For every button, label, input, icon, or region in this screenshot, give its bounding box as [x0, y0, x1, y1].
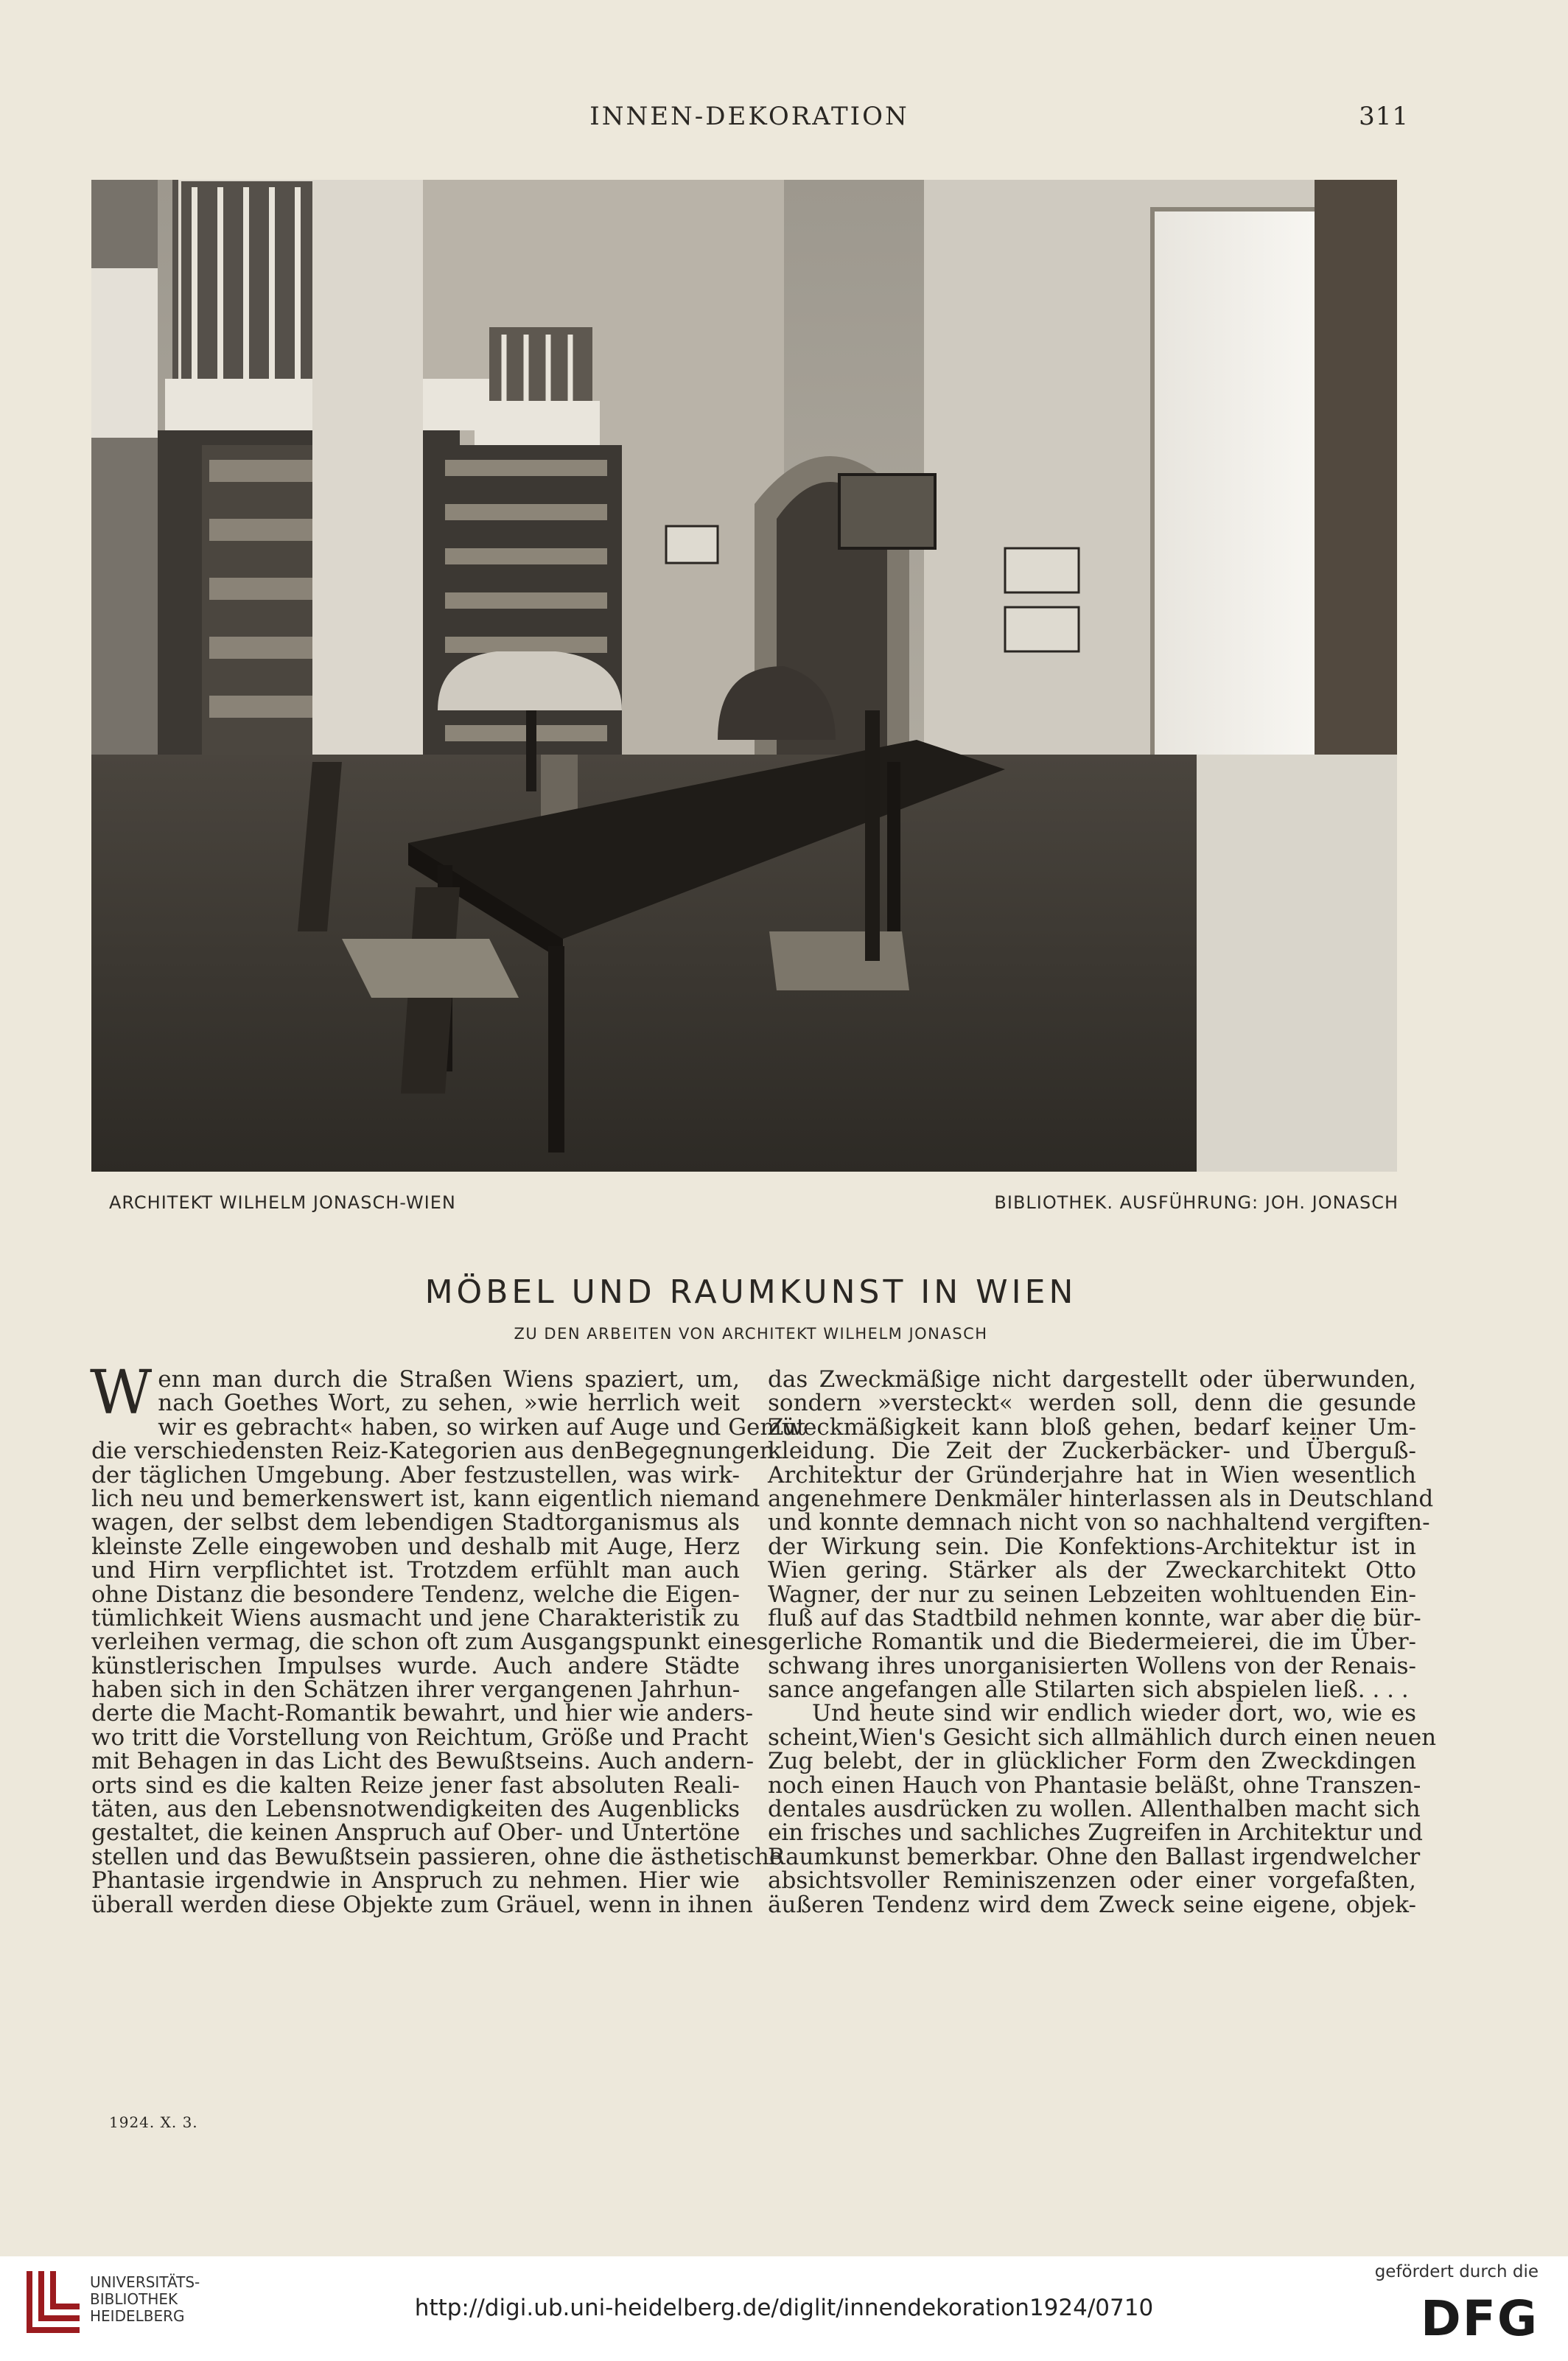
text-line: der Wirkung sein. Die Konfektions-Architektur ist in: [768, 1533, 1416, 1560]
text-line: Phantasie irgendwie in Anspruch zu nehmen. Hier wie: [91, 1867, 740, 1895]
text-line: sondern »versteckt« werden soll, denn die gesunde: [768, 1390, 1416, 1417]
text-line: wagen, der selbst dem lebendigen Stadtorganismus als: [91, 1509, 740, 1536]
text-line: sance angefangen alle Stilarten sich abspielen ließ. . . .: [768, 1676, 1409, 1704]
text-line: ohne Distanz die besondere Tendenz, welche die Eigen-: [91, 1581, 740, 1608]
text-line: enn man durch die Straßen Wiens spaziert, um,: [158, 1366, 740, 1393]
library-name-line: BIBLIOTHEK: [90, 2290, 178, 2308]
text-line: gerliche Romantik und die Biedermeierei, die im Über-: [768, 1629, 1416, 1656]
text-line: Zweckmäßigkeit kann bloß gehen, bedarf keiner Um-: [768, 1413, 1416, 1441]
text-line: und Hirn verpflichtet ist. Trotzdem erfühlt man auch: [91, 1557, 740, 1584]
text-line: fluß auf das Stadtbild nehmen konnte, war aber die bür-: [768, 1604, 1421, 1631]
text-line: noch einen Hauch von Phantasie beläßt, ohne Transzen-: [768, 1771, 1421, 1799]
running-head: INNEN-DEKORATION: [589, 102, 909, 131]
text-line: mit Behagen in das Licht des Bewußtseins. Auch andern-: [91, 1748, 755, 1775]
text-line: Und heute sind wir endlich wieder dort, wo, wie es: [812, 1700, 1416, 1727]
library-interior-image: [91, 180, 1397, 1172]
article-subtitle: ZU DEN ARBEITEN VON ARCHITEKT WILHELM JONASCH: [514, 1325, 988, 1343]
text-line: künstlerischen Impulses wurde. Auch andere Städte: [91, 1652, 740, 1679]
funding-label: gefördert durch die: [1374, 2262, 1539, 2281]
text-line: Zug belebt, der in glücklicher Form den Zweckdingen: [768, 1748, 1416, 1775]
text-line: absichtsvoller Reminiszenzen oder einer vorgefaßten,: [768, 1867, 1416, 1895]
page-header: [90, 102, 1409, 146]
text-line: scheint,Wien's Gesicht sich allmählich durch einen neuen: [768, 1724, 1437, 1751]
library-name-line: UNIVERSITÄTS-: [90, 2273, 200, 2291]
caption-room: BIBLIOTHEK. AUSFÜHRUNG: JOH. JONASCH: [994, 1192, 1399, 1213]
text-line: tümlichkeit Wiens ausmacht und jene Charakteristik zu: [91, 1604, 740, 1631]
text-line: schwang ihres unorganisierten Wollens von der Renais-: [768, 1652, 1416, 1679]
text-line: das Zweckmäßige nicht dargestellt oder überwunden,: [768, 1366, 1416, 1393]
text-line: dentales ausdrücken zu wollen. Allenthalben macht sich: [768, 1796, 1421, 1823]
article-column-right: [768, 1366, 1437, 1918]
text-line: äußeren Tendenz wird dem Zweck seine eigene, objek-: [768, 1891, 1416, 1918]
page-number: 311: [1359, 102, 1409, 131]
text-line: ein frisches und sachliches Zugreifen in Architektur und: [768, 1819, 1423, 1847]
text-line: der täglichen Umgebung. Aber festzustellen, was wirk-: [91, 1461, 740, 1489]
text-line: die verschiedensten Reiz-Kategorien aus denBegegnungen: [91, 1438, 774, 1465]
text-line: Architektur der Gründerjahre hat in Wien wesentlich: [768, 1461, 1416, 1489]
dfg-logo: DFG: [1420, 2290, 1539, 2347]
article-title: MÖBEL UND RAUMKUNST IN WIEN: [424, 1273, 1077, 1311]
text-line: kleidung. Die Zeit der Zuckerbäcker- und Überguß-: [768, 1438, 1416, 1465]
article-column-left: [90, 1358, 806, 1918]
drop-cap: W: [90, 1358, 153, 1428]
text-line: gestaltet, die keinen Anspruch auf Ober- und Untertöne: [91, 1819, 741, 1847]
text-line: wir es gebracht« haben, so wirken auf Auge und Gemüt: [158, 1413, 806, 1441]
text-line: angenehmere Denkmäler hinterlassen als in Deutschland: [768, 1485, 1434, 1512]
text-line: Wien gering. Stärker als der Zweckarchitekt Otto: [768, 1557, 1416, 1584]
text-line: stellen und das Bewußtsein passieren, ohne die ästhetische: [91, 1843, 783, 1870]
text-line: kleinste Zelle eingewoben und deshalb mit Auge, Herz: [91, 1533, 740, 1560]
text-line: lich neu und bemerkenswert ist, kann eigentlich niemand: [91, 1485, 760, 1512]
signature-mark: 1924. X. 3.: [109, 2113, 198, 2131]
text-line: Wagner, der nur zu seinen Lebzeiten wohltuenden Ein-: [768, 1581, 1416, 1608]
library-name-line: HEIDELBERG: [90, 2307, 185, 2325]
source-url-link[interactable]: http://digi.ub.uni-heidelberg.de/diglit/innendekoration1924/0710: [414, 2295, 1154, 2321]
text-line: täten, aus den Lebensnotwendigkeiten des Augenblicks: [91, 1796, 740, 1823]
text-line: haben sich in den Schätzen ihrer vergangenen Jahrhun-: [91, 1676, 741, 1704]
text-line: Raumkunst bemerkbar. Ohne den Ballast irgendwelcher: [768, 1843, 1421, 1870]
text-line: wo tritt die Vorstellung von Reichtum, Größe und Pracht: [91, 1724, 749, 1751]
text-line: überall werden diese Objekte zum Gräuel, wenn in ihnen: [91, 1891, 753, 1918]
text-line: und konnte demnach nicht von so nachhaltend vergiften-: [768, 1509, 1430, 1536]
text-line: verleihen vermag, die schon oft zum Ausgangspunkt eines: [91, 1629, 769, 1656]
text-line: nach Goethes Wort, zu sehen, »wie herrlich weit: [158, 1390, 740, 1417]
caption-architect: ARCHITEKT WILHELM JONASCH-WIEN: [109, 1192, 456, 1213]
text-line: orts sind es die kalten Reize jener fast absoluten Reali-: [91, 1771, 740, 1799]
text-line: derte die Macht-Romantik bewahrt, und hier wie anders-: [91, 1700, 754, 1727]
library-photograph: [91, 180, 1397, 1172]
